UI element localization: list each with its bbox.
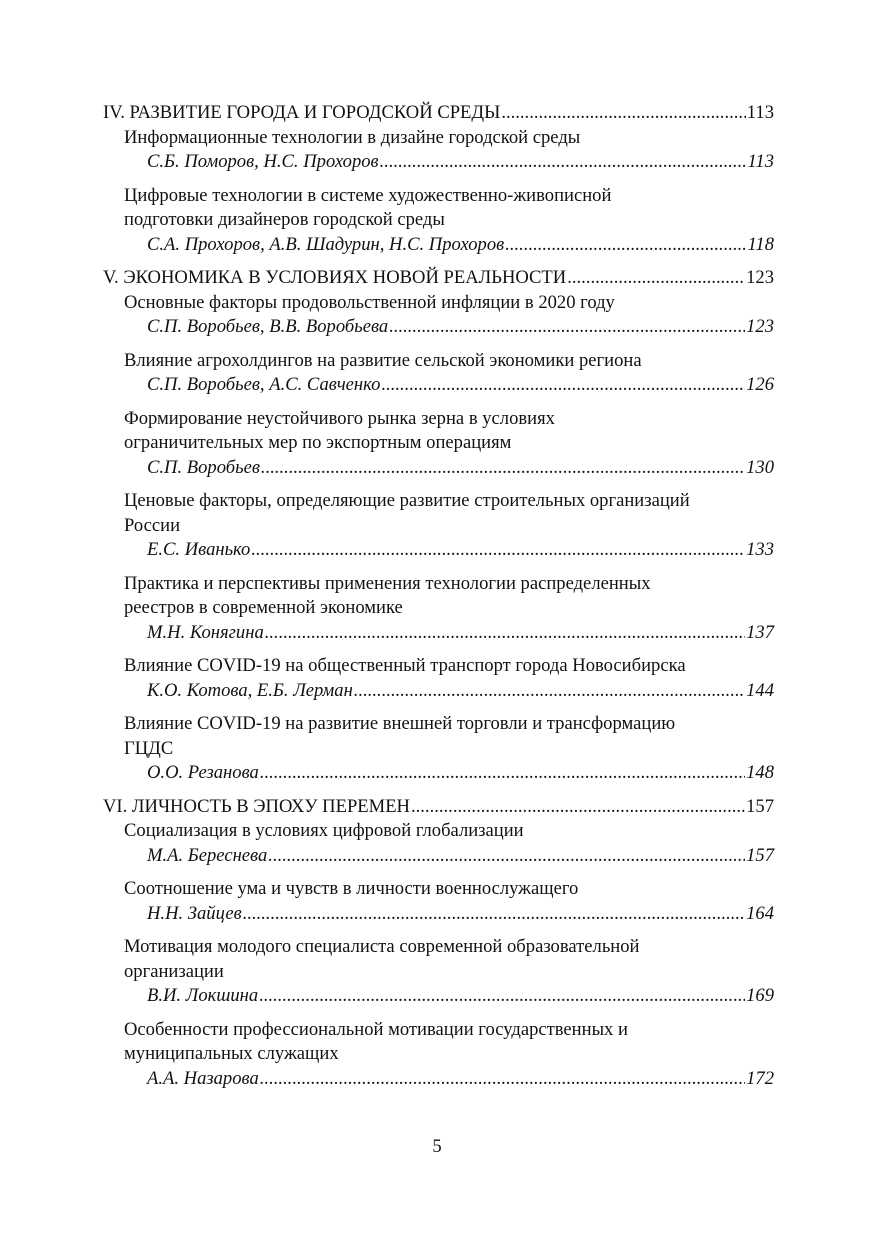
entry-authors: С.П. Воробьев, А.С. Савченко [147,374,381,395]
toc-entry[interactable] [103,291,774,340]
entry-title-line: организации [124,960,224,982]
toc-entry[interactable] [103,572,774,646]
dot-leader [243,902,745,927]
toc-entry[interactable] [103,349,774,398]
entry-authors: С.П. Воробьев [147,456,260,478]
entry-authors-line [103,1067,774,1092]
dot-leader [381,373,745,398]
dot-leader [268,844,745,869]
entry-page: 123 [746,316,774,337]
entry-authors: С.Б. Поморов, Н.С. Прохоров [147,151,379,172]
entry-title-line: муниципальных служащих [124,1043,339,1064]
toc-entry[interactable] [103,407,774,481]
entry-page: 164 [746,902,774,924]
dot-leader [259,984,745,1009]
entry-authors-line [103,984,774,1009]
entry-page: 172 [746,1067,774,1089]
entry-title-line: реестров в современной экономике [124,597,403,618]
entry-title-line: Формирование неустойчивого рынка зерна в условиях [124,407,555,429]
entry-authors-line [103,150,774,175]
dot-leader [260,1067,745,1092]
entry-page: 133 [746,539,774,560]
dot-leader [389,315,745,340]
entry-page: 144 [746,679,774,701]
entry-authors-line [103,679,774,704]
toc-entry[interactable] [103,126,774,175]
dot-leader [411,795,745,820]
entry-authors-line [103,621,774,646]
page-number: 5 [432,1136,442,1157]
entry-title-line: России [124,514,181,536]
entry-authors: В.И. Локшина [147,985,259,1006]
entry-authors-line [103,844,774,869]
entry-title-line: ограничительных мер по экспортным операциям [124,432,512,453]
toc-section [103,266,774,786]
entry-authors: Е.С. Иванько [147,539,251,560]
entry-page: 113 [747,151,774,172]
entry-authors: К.О. Котова, Е.Б. Лерман [147,679,353,701]
toc-entry[interactable] [103,184,774,258]
dot-leader [501,101,745,126]
section-page: 123 [746,267,774,288]
toc-entry[interactable] [103,819,774,868]
entry-authors-line [103,761,774,786]
dot-leader [505,233,746,258]
entry-title-line: Мотивация молодого специалиста современной образовательной [124,936,640,957]
entry-title-line: Влияние COVID-19 на общественный транспорт города Новосибирска [124,655,686,676]
section-title: IV. РАЗВИТИЕ ГОРОДА И ГОРОДСКОЙ СРЕДЫ [103,102,501,123]
section-heading[interactable] [103,266,774,291]
entry-title-line: Основные факторы продовольственной инфляции в 2020 году [124,291,615,313]
entry-authors-line [103,538,774,563]
entry-authors: С.А. Прохоров, А.В. Шадурин, Н.С. Прохоров [147,233,505,255]
dot-leader [380,150,747,175]
entry-authors-line [103,902,774,927]
toc-entry[interactable] [103,877,774,926]
toc-section [103,101,774,257]
toc-entry[interactable] [103,489,774,563]
dot-leader [354,679,745,704]
entry-title-line: Влияние агрохолдингов на развитие сельской экономики региона [124,349,642,371]
section-title: VI. ЛИЧНОСТЬ В ЭПОХУ ПЕРЕМЕН [103,795,410,817]
entry-title-line: Информационные технологии в дизайне городской среды [124,126,581,148]
entry-authors: М.А. Береснева [147,844,268,866]
table-of-contents [103,101,774,1091]
entry-page: 148 [746,762,774,783]
toc-section [103,795,774,1092]
entry-authors-line [103,373,774,398]
entry-title-line: Практика и перспективы применения технологии распределенных [124,572,651,594]
entry-page: 126 [746,374,774,395]
section-page: 113 [746,102,774,123]
dot-leader [265,621,745,646]
entry-page: 130 [746,456,774,478]
toc-entry[interactable] [103,654,774,703]
entry-authors: О.О. Резанова [147,762,259,783]
entry-title-line: ГЦДС [124,737,174,759]
dot-leader [261,456,745,481]
entry-title-line: Социализация в условиях цифровой глобализации [124,820,524,841]
entry-authors: Н.Н. Зайцев [147,902,242,924]
entry-title-line: Соотношение ума и чувств в личности военнослужащего [124,878,579,899]
section-title: V. ЭКОНОМИКА В УСЛОВИЯХ НОВОЙ РЕАЛЬНОСТИ [103,267,567,288]
section-heading[interactable] [103,795,774,820]
entry-title-line: Цифровые технологии в системе художественно-живописной [124,184,612,206]
entry-title-line: Особенности профессиональной мотивации государственных и [124,1018,628,1040]
entry-page: 137 [746,621,774,643]
toc-entry[interactable] [103,935,774,1009]
entry-authors: С.П. Воробьев, В.В. Воробьева [147,316,389,337]
toc-entry[interactable] [103,712,774,786]
dot-leader [567,266,745,291]
entry-authors-line [103,233,774,258]
toc-entry[interactable] [103,1018,774,1092]
section-page: 157 [746,795,774,817]
entry-page: 169 [746,985,774,1006]
entry-authors: М.Н. Конягина [147,621,264,643]
dot-leader [260,761,745,786]
section-heading[interactable] [103,101,774,126]
dot-leader [251,538,745,563]
entry-title-line: подготовки дизайнеров городской среды [124,209,445,230]
entry-page: 157 [746,844,774,866]
entry-authors: А.А. Назарова [147,1067,259,1089]
entry-page: 118 [747,233,774,255]
entry-authors-line [103,456,774,481]
entry-title-line: Ценовые факторы, определяющие развитие строительных организаций [124,490,690,511]
entry-title-line: Влияние COVID-19 на развитие внешней торговли и трансформацию [124,713,676,734]
entry-authors-line [103,315,774,340]
